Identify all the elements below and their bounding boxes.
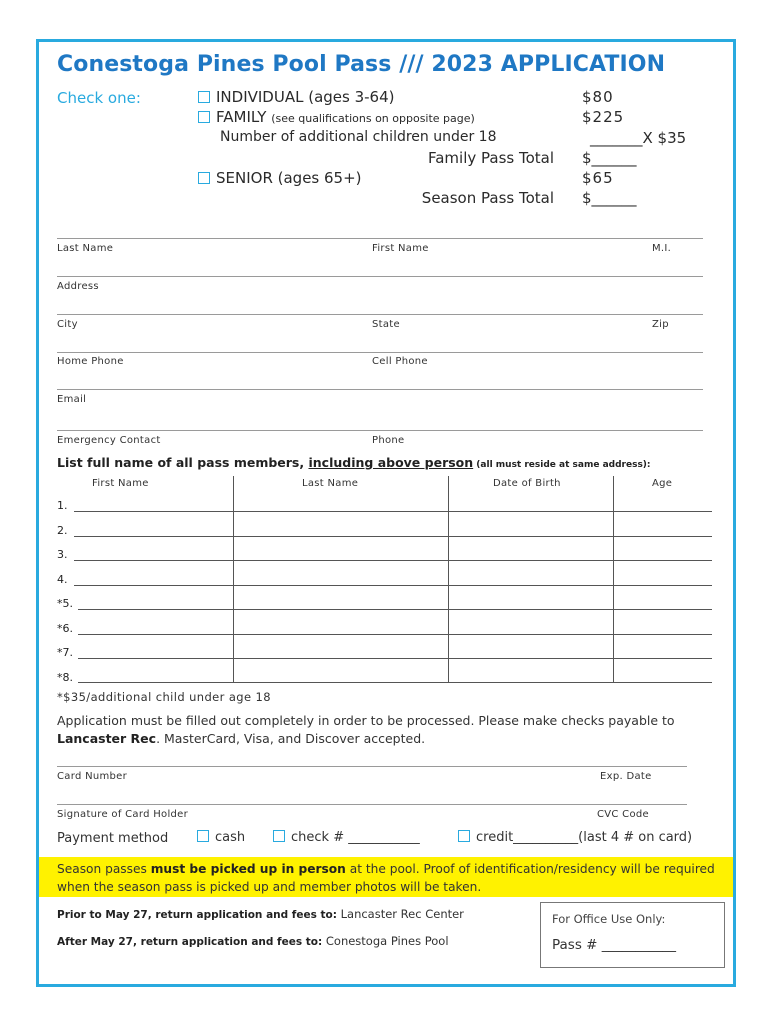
credit-label: credit__________(last 4 # on card) bbox=[476, 830, 693, 845]
state-label: State bbox=[372, 319, 400, 330]
return-prior-label: Prior to May 27, return application and fees to: bbox=[57, 909, 337, 921]
check-checkbox[interactable] bbox=[273, 830, 285, 842]
first-name-label: First Name bbox=[372, 243, 429, 254]
senior-checkbox[interactable] bbox=[198, 172, 210, 184]
payment-method-label: Payment method bbox=[57, 831, 169, 846]
individual-price: $80 bbox=[582, 88, 614, 106]
family-price: $225 bbox=[582, 108, 625, 126]
member-row-line[interactable] bbox=[74, 511, 712, 512]
check-label: check # ___________ bbox=[291, 830, 420, 845]
pickup-notice bbox=[57, 860, 725, 896]
individual-label: INDIVIDUAL (ages 3-64) bbox=[216, 88, 395, 106]
form-title: Conestoga Pines Pool Pass /// 2023 APPLICATION bbox=[57, 52, 666, 77]
address-label: Address bbox=[57, 281, 99, 292]
children-label: Number of additional children under 18 bbox=[220, 129, 497, 145]
check-option[interactable] bbox=[273, 830, 420, 845]
family-label: FAMILY bbox=[216, 108, 267, 126]
email-line[interactable] bbox=[57, 389, 703, 390]
family-total-value[interactable]: $______ bbox=[582, 149, 637, 167]
card-number-line[interactable] bbox=[57, 766, 687, 767]
col-dob: Date of Birth bbox=[493, 478, 561, 489]
member-row-line[interactable] bbox=[74, 560, 712, 561]
col-divider-1 bbox=[233, 476, 234, 682]
signature-line[interactable] bbox=[57, 804, 687, 805]
zip-label: Zip bbox=[652, 319, 669, 330]
cash-label: cash bbox=[215, 830, 246, 845]
check-one-label: Check one: bbox=[57, 89, 141, 107]
cash-option[interactable] bbox=[197, 830, 245, 845]
season-total-label: Season Pass Total bbox=[421, 189, 554, 207]
family-checkbox[interactable] bbox=[198, 111, 210, 123]
cell-phone-label: Cell Phone bbox=[372, 356, 428, 367]
return-after-place: Conestoga Pines Pool bbox=[322, 934, 449, 948]
payment-text-2: . MasterCard, Visa, and Discover accepted. bbox=[156, 731, 426, 746]
mi-label: M.I. bbox=[652, 243, 672, 254]
notice-text-2: at the pool. Proof of identification/residency will be required when the season pass is picked up and member photos will be taken. bbox=[57, 862, 715, 894]
phone-line[interactable] bbox=[57, 352, 703, 353]
col-last-name: Last Name bbox=[302, 478, 359, 489]
member-row-line[interactable] bbox=[74, 536, 712, 537]
address-line[interactable] bbox=[57, 276, 703, 277]
col-age: Age bbox=[652, 478, 673, 489]
member-row-label: *7. bbox=[57, 646, 73, 659]
members-heading-note: (all must reside at same address): bbox=[473, 460, 651, 470]
member-row-label: 1. bbox=[57, 499, 68, 512]
senior-price: $65 bbox=[582, 169, 614, 187]
credit-option[interactable] bbox=[458, 830, 692, 845]
emergency-phone-label: Phone bbox=[372, 435, 405, 446]
return-after bbox=[57, 934, 449, 948]
col-first-name: First Name bbox=[92, 478, 149, 489]
members-heading-underlined: including above person bbox=[308, 455, 474, 470]
signature-label: Signature of Card Holder bbox=[57, 809, 189, 820]
home-phone-label: Home Phone bbox=[57, 356, 124, 367]
members-heading bbox=[57, 455, 651, 470]
name-line[interactable] bbox=[57, 238, 703, 239]
member-row-label: *6. bbox=[57, 622, 73, 635]
family-total-label: Family Pass Total bbox=[427, 149, 554, 167]
member-row-line[interactable] bbox=[78, 609, 712, 610]
individual-checkbox[interactable] bbox=[198, 91, 210, 103]
individual-option[interactable] bbox=[198, 88, 395, 106]
cash-checkbox[interactable] bbox=[197, 830, 209, 842]
senior-label: SENIOR (ages 65+) bbox=[216, 169, 362, 187]
office-use-label: For Office Use Only: bbox=[552, 912, 666, 926]
member-row-line[interactable] bbox=[78, 634, 712, 635]
payment-text-1: Application must be filled out completely in order to be processed. Please make checks payable to bbox=[57, 713, 675, 728]
return-after-label: After May 27, return application and fees to: bbox=[57, 936, 323, 948]
payment-payee: Lancaster Rec bbox=[57, 731, 157, 746]
return-prior-place: Lancaster Rec Center bbox=[336, 907, 464, 921]
cvc-label: CVC Code bbox=[597, 809, 649, 820]
return-prior bbox=[57, 907, 464, 921]
member-row-label: 2. bbox=[57, 524, 68, 537]
member-footnote: *$35/additional child under age 18 bbox=[57, 690, 271, 704]
notice-text-1: Season passes bbox=[57, 862, 151, 876]
senior-option[interactable] bbox=[198, 169, 362, 187]
card-number-label: Card Number bbox=[57, 771, 128, 782]
children-price: _______X $35 bbox=[590, 129, 687, 147]
member-row-line[interactable] bbox=[74, 585, 712, 586]
family-option[interactable] bbox=[198, 108, 475, 126]
member-row-label: *5. bbox=[57, 597, 73, 610]
season-total-value[interactable]: $______ bbox=[582, 189, 637, 207]
last-name-label: Last Name bbox=[57, 243, 114, 254]
exp-date-label: Exp. Date bbox=[600, 771, 652, 782]
member-row-line[interactable] bbox=[78, 682, 712, 683]
notice-bold: must be picked up in person bbox=[150, 862, 346, 876]
family-note: (see qualifications on opposite page) bbox=[271, 112, 475, 125]
payment-instructions bbox=[57, 712, 697, 748]
city-label: City bbox=[57, 319, 78, 330]
member-row-line[interactable] bbox=[78, 658, 712, 659]
pass-number-field[interactable]: Pass # ___________ bbox=[552, 937, 677, 953]
col-divider-2 bbox=[448, 476, 449, 682]
emergency-contact-label: Emergency Contact bbox=[57, 435, 161, 446]
col-divider-3 bbox=[613, 476, 614, 682]
member-row-label: *8. bbox=[57, 671, 73, 684]
member-row-label: 4. bbox=[57, 573, 68, 586]
emergency-line[interactable] bbox=[57, 430, 703, 431]
city-line[interactable] bbox=[57, 314, 703, 315]
credit-checkbox[interactable] bbox=[458, 830, 470, 842]
member-row-label: 3. bbox=[57, 548, 68, 561]
email-label: Email bbox=[57, 394, 87, 405]
members-heading-text: List full name of all pass members, bbox=[57, 455, 309, 470]
